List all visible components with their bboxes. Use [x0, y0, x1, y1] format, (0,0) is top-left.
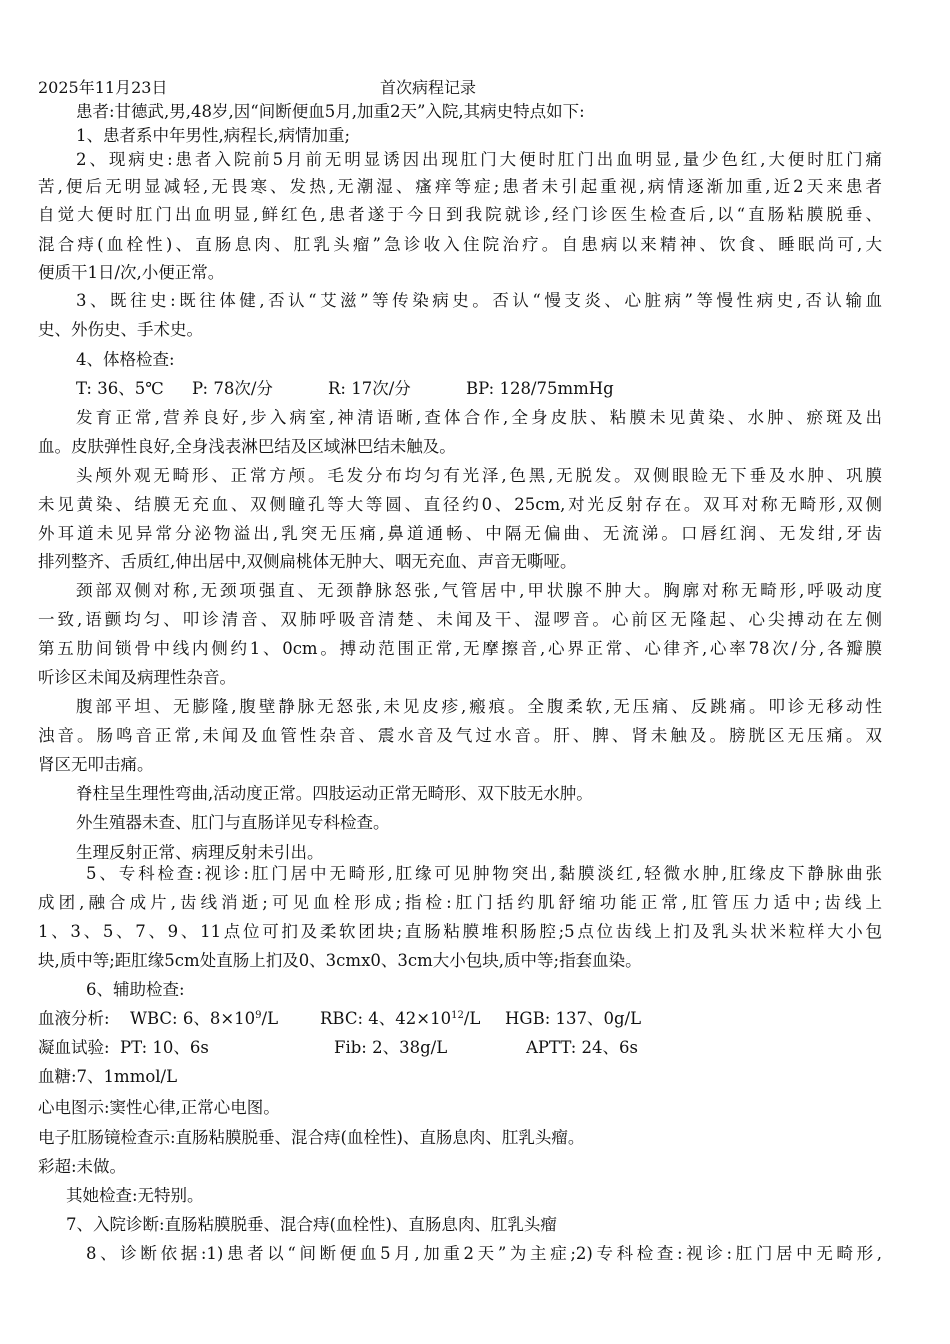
present-illness-line: 便质干1日/次,小便正常。: [38, 263, 225, 282]
spine-limbs-line: 脊柱呈生理性弯曲,活动度正常。四肢运动正常无畸形、双下肢无水肿。: [76, 784, 593, 803]
abdomen-exam-line: 腹部平坦、无膨隆,腹壁静脉无怒张,未见皮疹,瘢痕。全腹柔软,无压痛、反跳痛。叩诊无移动性: [76, 697, 882, 716]
genital-anal-line: 外生殖器未查、肛门与直肠详见专科检查。: [76, 813, 390, 832]
past-history-line: 史、外伤史、手术史。: [38, 320, 203, 339]
neck-chest-exam-line: 一致,语颤均匀、叩诊清音、双肺呼吸音清楚、未闻及干、湿啰音。心前区无隆起、心尖搏动在左侧: [38, 610, 882, 629]
record-date: 2025年11月23日: [38, 78, 168, 97]
blood-analysis-label: 血液分析:: [38, 1009, 110, 1028]
coagulation-aptt: APTT: 24、6s: [526, 1038, 639, 1057]
abdomen-exam-line: 肾区无叩击痛。: [38, 755, 154, 774]
general-exam-line: 血。皮肤弹性良好,全身浅表淋巴结及区域淋巴结未触及。: [38, 437, 456, 456]
vital-bp: BP: 128/75mmHg: [466, 379, 614, 398]
admission-diagnosis: 7、入院诊断:直肠粘膜脱垂、混合痔(血栓性)、直肠息肉、肛乳头瘤: [66, 1215, 557, 1234]
specialist-exam-line: 5、专科检查:视诊:肛门居中无畸形,肛缘可见肿物突出,黏膜淡红,轻微水肿,肛缘皮下静脉曲张: [86, 864, 882, 883]
head-exam-line: 排列整齐、舌质红,伸出居中,双侧扁桃体无肿大、咽无充血、声音无嘶哑。: [38, 552, 577, 571]
head-exam-line: 外耳道未见异常分泌物溢出,乳突无压痛,鼻道通畅、中隔无偏曲、无流涕。口唇红润、无发绀,牙齿: [38, 524, 882, 543]
neck-chest-exam-line: 第五肋间锁骨中线内侧约1、0cm。搏动范围正常,无摩擦音,心界正常、心律齐,心率78次/分,各瓣膜: [38, 639, 882, 658]
head-exam-line: 未见黄染、结膜无充血、双侧瞳孔等大等圆、直径约0、25cm,对光反射存在。双耳对称无畸形,双侧: [38, 495, 882, 514]
reflex-line: 生理反射正常、病理反射未引出。: [76, 843, 324, 862]
present-illness-line: 苦,便后无明显减轻,无畏寒、发热,无潮湿、瘙痒等症;患者未引起重视,病情逐渐加重,近2天来患者: [38, 177, 882, 196]
specialist-exam-line: 块,质中等;距肛缘5cm处直肠上扪及0、3cmx0、3cm大小包块,质中等;指套血染。: [38, 951, 642, 970]
coagulation-pt: 凝血试验: PT: 10、6s: [38, 1038, 209, 1057]
present-illness-line: 混合痔(血栓性)、直肠息肉、肛乳头瘤”急诊收入住院治疗。自患病以来精神、饮食、睡眠尚可,大: [38, 235, 882, 254]
abdomen-exam-line: 浊音。肠鸣音正常,未闻及血管性杂音、震水音及气过水音。肝、脾、肾未触及。膀胱区无压痛。双: [38, 726, 882, 745]
physical-exam-heading: 4、体格检查:: [76, 350, 175, 369]
blood-rbc: RBC: 4、$42\times 10^{12}/L$: [320, 1009, 481, 1028]
vital-r: R: 17次/分: [328, 379, 411, 398]
general-exam-line: 发育正常,营养良好,步入病室,神清语晰,查体合作,全身皮肤、粘膜未见黄染、水肿、瘀斑及出: [76, 408, 882, 427]
present-illness-line: 自觉大便时肛门出血明显,鲜红色,患者遂于今日到我院就诊,经门诊医生检查后,以“直肠粘膜脱垂、: [38, 205, 882, 224]
blood-wbc: WBC: 6、$8\times 10^9/L$: [130, 1009, 279, 1028]
present-illness-line: 2、现病史:患者入院前5月前无明显诱因出现肛门大便时肛门出血明显,量少色红,大便时肛门痛: [76, 150, 882, 169]
coagulation-fib: Fib: 2、38g/L: [334, 1038, 448, 1057]
past-history-line: 3、既往史:既往体健,否认“艾滋”等传染病史。否认“慢支炎、心脏病”等慢性病史,否认输血: [76, 291, 882, 310]
ecg-result: 心电图示:窦性心律,正常心电图。: [38, 1098, 280, 1117]
auxiliary-exam-heading: 6、辅助检查:: [86, 980, 185, 999]
other-exam-result: 其她检查:无特别。: [66, 1186, 204, 1205]
history-item-1: 1、患者系中年男性,病程长,病情加重;: [76, 126, 351, 145]
vital-p: P: 78次/分: [192, 379, 273, 398]
ultrasound-result: 彩超:未做。: [38, 1157, 127, 1176]
vital-t: T: 36、5℃: [76, 379, 164, 398]
specialist-exam-line: 成团,融合成片,齿线消逝;可见血栓形成;指检:肛门括约肌舒缩功能正常,肛管压力适中;齿线上: [38, 893, 882, 912]
diagnosis-basis-line: 8、诊断依据:1)患者以“间断便血5月,加重2天”为主症;2)专科检查:视诊:肛门居中无畸形,: [86, 1244, 882, 1263]
blood-hgb: HGB: 137、0g/L: [505, 1009, 642, 1028]
head-exam-line: 头颅外观无畸形、正常方颅。毛发分布均匀有光泽,色黑,无脱发。双侧眼睑无下垂及水肿、巩膜: [76, 466, 882, 485]
patient-intro-line: 患者:甘德武,男,48岁,因“间断便血5月,加重2天”入院,其病史特点如下:: [76, 102, 585, 121]
record-title: 首次病程记录: [380, 78, 477, 97]
colonoscopy-result: 电子肛肠镜检查示:直肠粘膜脱垂、混合痔(血栓性)、直肠息肉、肛乳头瘤。: [38, 1128, 585, 1147]
neck-chest-exam-line: 颈部双侧对称,无颈项强直、无颈静脉怒张,气管居中,甲状腺不肿大。胸廓对称无畸形,呼吸动度: [76, 581, 882, 600]
specialist-exam-line: 1、3、5、7、9、11点位可扪及柔软团块;直肠粘膜堆积肠腔;5点位齿线上扪及乳头状米粒样大小包: [38, 922, 882, 941]
neck-chest-exam-line: 听诊区未闻及病理性杂音。: [38, 668, 236, 687]
blood-glucose: 血糖:7、1mmol/L: [38, 1067, 178, 1086]
